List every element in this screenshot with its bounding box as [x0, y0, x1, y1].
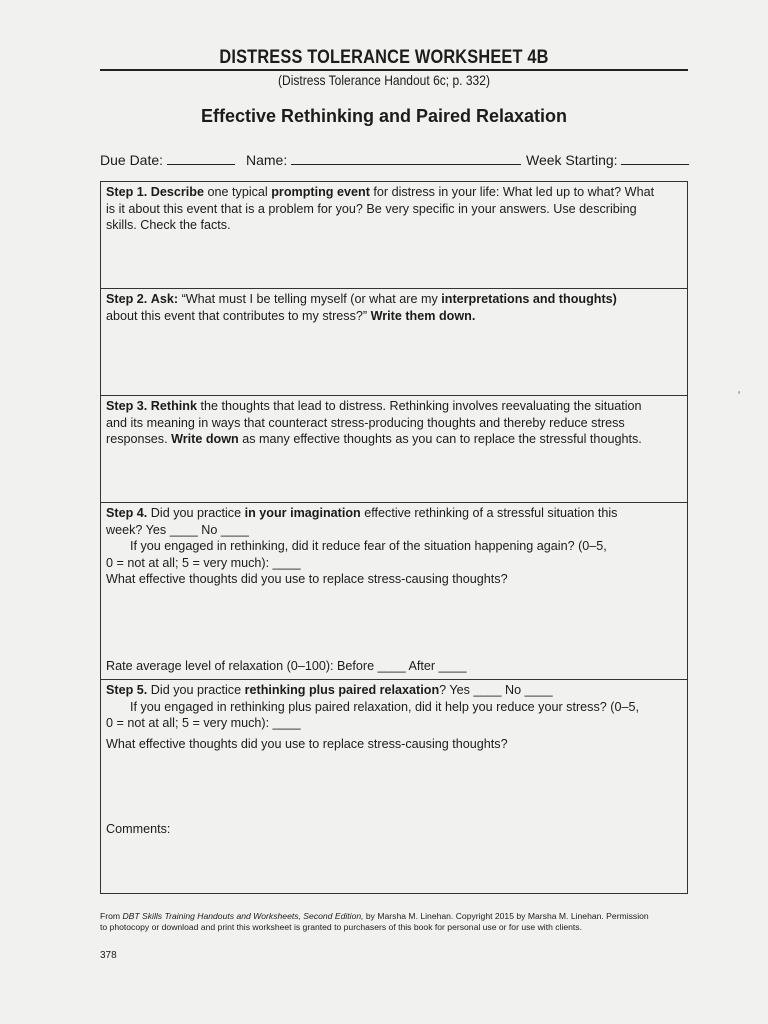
name-label: Name:: [246, 152, 288, 168]
step-4-section: [101, 503, 687, 680]
step-2-text-2: about this event that contributes to my stress?”: [106, 308, 368, 323]
step-5-section: [101, 680, 687, 893]
step-4-label: Step 4.: [106, 506, 148, 520]
step-4-scale: 0 = not at all; 5 = very much): ____: [106, 555, 301, 570]
step-2-verb: Ask:: [150, 292, 179, 306]
stray-mark: ‘: [738, 390, 741, 401]
step-4-text: Did you practice: [150, 506, 242, 520]
step-2-text: “What must I be telling myself (or what are my: [181, 292, 438, 306]
step-2-label: Step 2.: [106, 292, 148, 306]
name-field: [246, 152, 521, 168]
step-5-stress-question: If you engaged in rethinking plus paired relaxation, did it help you reduce your stress? (0–5,: [130, 699, 639, 714]
footer-book-title: DBT Skills Training Handouts and Worksheets, Second Edition,: [122, 911, 364, 921]
due-date-label: Due Date:: [100, 152, 164, 168]
step-4-bold: in your imagination: [244, 506, 361, 520]
step-5-bold: rethinking plus paired relaxation: [244, 683, 440, 697]
step-3-section: [101, 396, 687, 503]
step-3-text-3: as many effective thoughts as you can to replace the stressful thoughts.: [242, 432, 642, 447]
step-3-label: Step 3.: [106, 399, 148, 413]
step-1-label: Step 1.: [106, 185, 148, 199]
step-5-label: Step 5.: [106, 683, 148, 697]
due-date-field: [100, 152, 235, 168]
step-2-bold-2: Write them down.: [370, 308, 476, 323]
step-1-text-2: for distress in your life: What led up to what? What: [373, 185, 655, 199]
footer-copyright: by Marsha M. Linehan. Copyright 2015 by Marsha M. Linehan. Permission: [365, 911, 649, 921]
step-4-fear-question: If you engaged in rethinking, did it reduce fear of the situation happening again? (0–5,: [130, 539, 607, 554]
step-4-thoughts-question: What effective thoughts did you use to replace stress-causing thoughts?: [106, 572, 508, 587]
step-4-relaxation-rating: Rate average level of relaxation (0–100): Before ____ After ____: [106, 659, 467, 673]
comments-label: Comments:: [106, 822, 171, 836]
step-3-text-2: responses.: [106, 432, 168, 447]
step-3-bold: Write down: [171, 432, 239, 447]
step-1-section: [101, 182, 687, 289]
step-1-verb: Describe: [150, 185, 205, 199]
name-blank: [291, 154, 521, 165]
week-starting-label: Week Starting:: [526, 152, 618, 168]
footer-permission: to photocopy or download and print this worksheet is granted to purchasers of this book for personal use or for use with clients.: [100, 922, 582, 932]
step-5-yes-no: ? Yes ____ No ____: [439, 683, 553, 697]
step-5-text: Did you practice: [150, 683, 242, 697]
step-3-text: the thoughts that lead to distress. Rethinking involves reevaluating the situation: [200, 399, 642, 413]
page-title: Effective Rethinking and Paired Relaxation: [200, 106, 568, 126]
page-number: 378: [100, 950, 117, 961]
step-1-text: one typical: [207, 185, 268, 199]
step-4-text-2: effective rethinking of a stressful situation this: [364, 506, 618, 520]
step-4-yes-no: week? Yes ____ No ____: [106, 522, 249, 537]
step-5-scale: 0 = not at all; 5 = very much): ____: [106, 716, 301, 731]
week-starting-blank: [621, 154, 689, 165]
week-starting-field: [526, 152, 689, 168]
step-1-bold: prompting event: [271, 185, 370, 199]
footer-from: From: [100, 911, 121, 921]
step-5-thoughts-question: What effective thoughts did you use to replace stress-causing thoughts?: [106, 736, 508, 751]
step-3-line-2: and its meaning in ways that counteract stress-producing thoughts and thereby reduce stress: [106, 415, 625, 430]
step-3-verb: Rethink: [150, 399, 197, 413]
worksheet-form: [100, 181, 688, 894]
step-1-line-3: skills. Check the facts.: [106, 218, 231, 233]
worksheet-title: DISTRESS TOLERANCE WORKSHEET 4B: [219, 47, 549, 68]
due-date-blank: [167, 154, 235, 165]
handout-reference: (Distress Tolerance Handout 6c; p. 332): [278, 72, 490, 88]
copyright-footer: [100, 911, 700, 933]
step-1-line-2: is it about this event that is a problem for you? Be very specific in your answers. Use describing: [106, 201, 637, 216]
step-2-section: [101, 289, 687, 396]
step-2-bold: interpretations and thoughts): [441, 292, 617, 306]
header-rule: [100, 69, 688, 71]
